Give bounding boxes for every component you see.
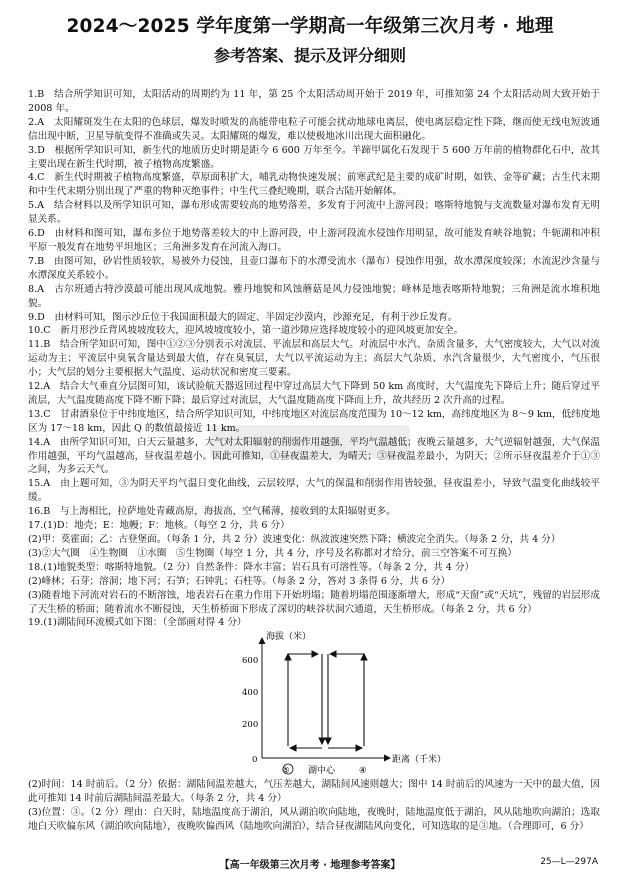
answer-7: 7.B 由图可知，砂岩性质较软，易被外力侵蚀，且壶口瀑布下的水潭受流水（瀑布）侵蚀作用强，故水潭深度较深；水流泥沙含量与水潭深度关系较小。 xyxy=(28,255,600,281)
answer-3: 3.D 根据所学知识可知，新生代的地质历史时期是距今 6 600 万年至今。羊蹄甲属化石发现于 5 600 万年前的植物群化石中，故其主要出现在新生代时期，被子植物高度繁盛。 xyxy=(28,144,600,170)
lake-center-label: 湖中心 xyxy=(308,766,336,777)
lake-breeze-circulation-figure xyxy=(240,630,447,777)
answer-2: 2.A 太阳耀斑发生在太阳的色球层，爆发时喷发的高能带电粒子可能会扰动地球电离层，使电离层稳定性下降，继而使无线电短波通信出现中断，卫星导航变得不准确或失灵。太阳耀斑的爆发，难以使极地冰川出现大面积融化。 xyxy=(28,116,600,142)
answer-18-2: (2)峰林；石芽；溶洞；地下河；石笋；石钟乳；石柱等。（每条 2 分，答对 3 条得 6 分，共 6 分） xyxy=(28,575,451,587)
answer-17-2: (2)甲：莫霍面；乙：古登堡面。（每条 1 分，共 2 分）波速变化：纵波波速突然下降；横波完全消失。（每条 2 分，共 4 分） xyxy=(28,534,561,545)
circulation-figure-wrap xyxy=(28,630,600,778)
page-title: 2024～2025 学年度第一学期高一年级第三次月考 · 地理 xyxy=(66,16,554,37)
answer-15: 15.A 由上题可知，③为阴天平均气温日变化曲线，云层较厚，大气的保温和削弱作用皆较强，昼夜温差小，导致气温变化曲线较平缓。 xyxy=(28,478,600,504)
y-tick-600: 600 xyxy=(242,656,259,667)
answer-4: 4.C 新生代时期被子植物高度繁盛，草原面积扩大，哺乳动物快速发展；前寒武纪是主要的成矿时期，如铁、金等矿藏；古生代末期和中生代末期分别出现了严重的物种灭绝事件；中生代三叠纪晚期，联合古陆开始解体。 xyxy=(28,172,600,198)
answer-18-3: (3)随着地下河流对岩石的不断溶蚀，地表岩石在重力作用下开始坍塌；随着坍塌范围逐渐增大，形成“天窗”或“天坑”，残留的岩层形成了天生桥的桥面；随着流水不断侵蚀，天生桥桥面下形成了深切的峡谷状洞穴通道，天生桥形成。（每条 2 分，共 6 分） xyxy=(28,589,600,615)
right-marker: ④ xyxy=(359,766,367,777)
left-marker: ⑤ xyxy=(282,766,290,777)
answer-14: 14.A 由所学知识可知，白天云量越多，大气对太阳辐射的削弱作用越强，平均气温越低；夜晚云量越多，大气逆辐射越强，大气保温作用越强，平均气温越高，昼夜温差越小。因此可推知，①昼夜温差大，为晴天；③昼夜温差最小，为阴天；②所示昼夜温差介于①③之间，为多云天气。 xyxy=(28,436,600,476)
answer-8: 8.A 古尔班通古特沙漠最可能出现风成地貌。雅丹地貌和风蚀蘑菇是风力侵蚀地貌；峰林是地表喀斯特地貌；三角洲是流水堆积地貌。 xyxy=(28,283,600,309)
answer-17-3: (3)②大气圈 ④生物圈 ①水圈 ⑤生物圈（每空 1 分，共 4 分，序号及名称都对才给分，前三空答案不可互换） xyxy=(28,547,517,559)
y-tick-400: 400 xyxy=(242,688,259,699)
footer-code: 25—L—297A xyxy=(540,857,598,867)
answer-1: 1.B 结合所学知识可知，太阳活动的周期约为 11 年，第 25 个太阳活动周开始于 2019 年，可推知第 24 个太阳活动周大致开始于 2008 年。 xyxy=(28,89,600,114)
answer-13: 13.C 甘肃酒泉位于中纬度地区，结合所学知识可知，中纬度地区对流层高度范围为 10～12 km，高纬度地区为 8～9 km，低纬度地区为 17～18 km，因此 Q 的数值最接近 11 km。 xyxy=(28,408,600,434)
answer-10: 10.C 新月形沙丘背风坡坡度较大，迎风坡坡度较小，第一道沙障应选择坡度较小的迎风坡更加安全。 xyxy=(28,325,464,337)
y-axis-label: 海拔（米） xyxy=(266,632,312,643)
answer-19-1: 19.(1)湖陆间环流模式如下图：（全部画对得 4 分） xyxy=(28,617,247,629)
page-subtitle: 参考答案、提示及评分细则 xyxy=(213,46,406,65)
x-axis-label: 距离（千米） xyxy=(392,755,447,766)
answer-16: 16.B 与上海相比，拉萨地处青藏高原，海拔高，空气稀薄，接收到的太阳辐射更多。 xyxy=(28,506,396,518)
answer-17-1: 17.(1)D：地壳；E：地幔；F：地核。（每空 2 分，共 6 分） xyxy=(28,520,290,532)
answer-19-2: (2)时间：14 时前后。（2 分）依据：湖陆间温差越大，气压差越大，湖陆间风速则越大；图中 14 时前后的风速为一天中的最大值，因此可推知 14 时前后湖陆间温差最大。（每条 2 分，共 4 分） xyxy=(28,779,600,805)
answer-body xyxy=(28,88,600,834)
answer-11: 11.B 结合所学知识可知，图中①②③分别表示对流层、平流层和高层大气。对流层中水汽、杂质含量多，大气密度较大，大气以对流运动为主；平流层中臭氧含量达到最大值，存在臭氧层，大气以平流运动为主；高层大气杂质、水汽含量很少，大气密度小，气压很小；大气层的划分主要根据大气温度、运动状况和密度三要素。 xyxy=(28,339,600,379)
answer-19-3: (3)位置：③。（2 分）理由：白天时，陆地温度高于湖泊，风从湖泊吹向陆地，夜晚时，陆地温度低于湖泊，风从陆地吹向湖泊；选取地白天吹偏东风（湖泊吹向陆地），夜晚吹偏西风（陆地吹向湖泊），结合昼夜湖陆风向变化，可知选取的是③地。（合理即可，6 分） xyxy=(28,807,600,833)
answer-18-1: 18.(1)地貌类型：喀斯特地貌。（2 分）自然条件：降水丰富；岩石具有可溶性等。（每条 2 分，共 4 分） xyxy=(28,561,475,573)
answer-6: 6.D 由材料和图可知，瀑布多位于地势落差较大的中上游河段，中上游河段流水侵蚀作用明显，故可能发育峡谷地貌；牛轭湖和冲积平原一般发育在地势平坦地区；三角洲多发育在河流入海口。 xyxy=(28,228,600,253)
answer-9: 9.D 由材料可知，图示沙丘位于我国面积最大的固定、半固定沙漠内，沙源充足，有利于沙丘发育。 xyxy=(28,311,458,323)
answer-12: 12.A 结合大气垂直分层图可知，该试验航天器返回过程中穿过高层大气下降到 50 km 高度时，大气温度先下降后上升；随后穿过平流层，大气温度随高度下降不断下降；最后穿过对流层，大气温度随高度下降而上升，故共经历 2 次升高的过程。 xyxy=(28,381,600,406)
answer-5: 5.A 结合材料以及所学知识可知，瀑布形成需要较高的地势落差，多发育于河流中上游河段；喀斯特地貌与支流数量对瀑布发育无明显关系。 xyxy=(28,200,600,226)
y-tick-0: 0 xyxy=(252,755,258,766)
page-footer xyxy=(0,853,620,873)
footer-label: 【高一年级第三次月考 · 地理参考答案】 xyxy=(219,860,401,871)
y-tick-200: 200 xyxy=(242,720,259,731)
